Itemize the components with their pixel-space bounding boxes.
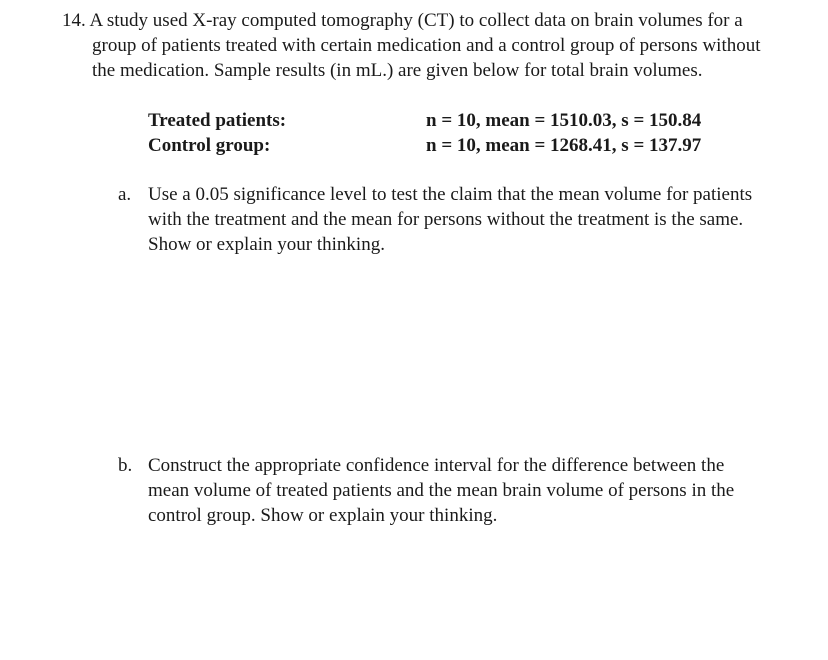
part-b-line-2: mean volume of treated patients and the mean brain volume of persons in the [148,480,735,501]
control-group-label: Control group: [148,135,271,156]
control-group-stats: n = 10, mean = 1268.41, s = 137.97 [426,135,702,156]
question-stem-line-2: group of patients treated with certain medication and a control group of persons without [92,35,761,56]
question-14 [62,8,792,83]
part-b-line-3: control group. Show or explain your thinking. [148,505,498,526]
control-group-row [148,133,708,158]
question-stem-line-3: the medication. Sample results (in mL.) are given below for total brain volumes. [92,60,703,81]
question-stem-line-1: 14. A study used X-ray computed tomography (CT) to collect data on brain volumes for a [62,10,743,31]
treated-patients-stats: n = 10, mean = 1510.03, s = 150.84 [426,110,702,131]
part-a-line-2: with the treatment and the mean for persons without the treatment is the same. [148,209,744,230]
sample-results-table [148,108,708,158]
treated-patients-row [148,108,708,133]
part-a-letter: a. [118,184,132,205]
treated-patients-label: Treated patients: [148,110,287,131]
part-a-text [148,182,752,257]
part-a-line-1: Use a 0.05 significance level to test the claim that the mean volume for patients [148,184,753,205]
part-b-text [148,453,734,528]
part-b-letter: b. [118,455,133,476]
part-a-line-3: Show or explain your thinking. [148,234,385,255]
part-b-line-1: Construct the appropriate confidence interval for the difference between the [148,455,725,476]
